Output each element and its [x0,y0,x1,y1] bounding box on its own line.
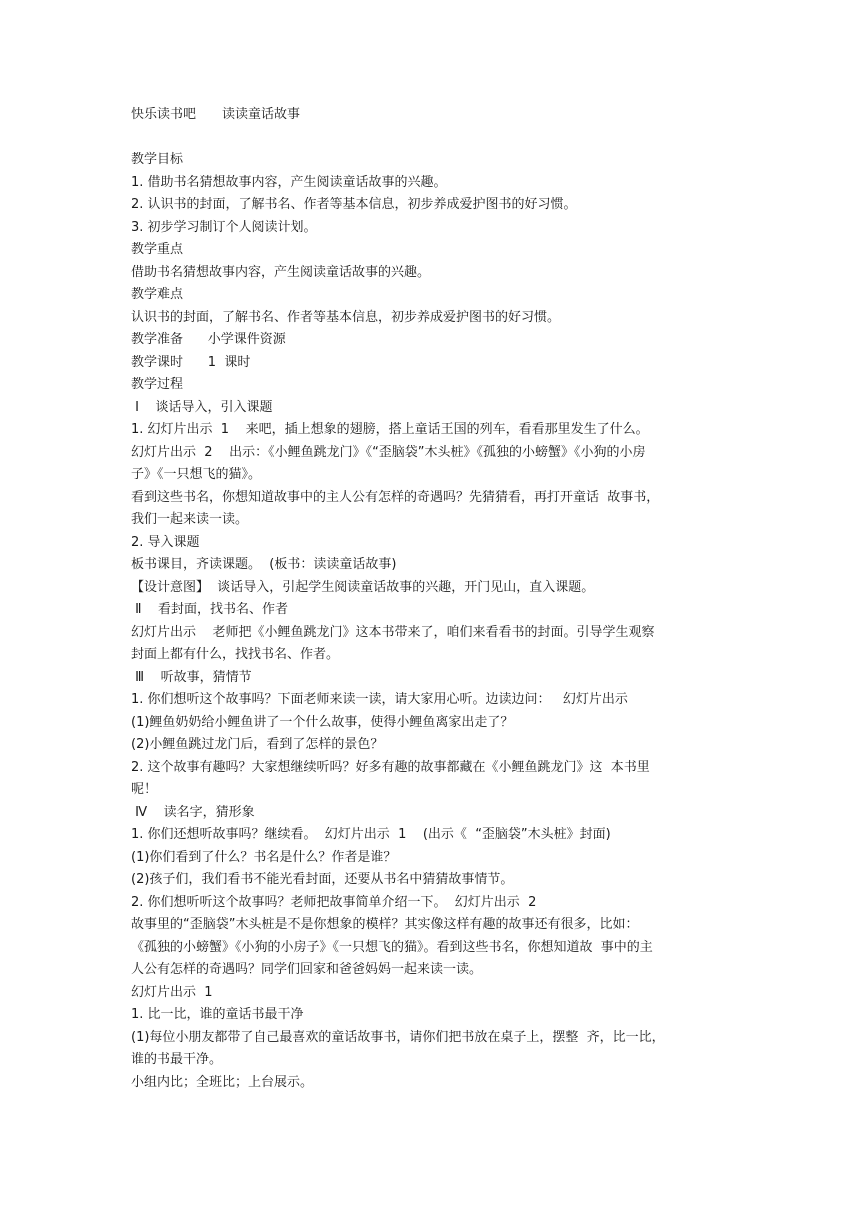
title-part1: 快乐读书吧 [131,107,197,122]
goal-item-2: 2. 认识书的封面，了解书名、作者等基本信息，初步养成爱护图书的好习惯。 [131,197,577,212]
step-heading-2: Ⅱ 看封面，找书名、作者 [131,602,289,617]
text-line: 2. 你们想听听这个故事吗？老师把故事简单介绍一下。 幻灯片出示 2 [131,894,537,910]
text-line: 板书课目，齐读课题。 (板书：读读童话故事) [131,557,397,572]
text-line: 封面上都有什么，找找书名、作者。 [131,647,340,662]
text-line: 看到这些书名，你想知道故事中的主人公有怎样的奇遇吗？先猜猜看，再打开童话 故事书， [131,489,660,505]
step-heading-1: Ⅰ 谈话导入，引入课题 [131,399,273,415]
text-line: 谁的书最干净。 [131,1052,223,1067]
difficulty-text: 认识书的封面，了解书名、作者等基本信息，初步养成爱护图书的好习惯。 [131,309,561,325]
text-line: 幻灯片出示 2 出示：《小鲤鱼跳龙门》《“歪脑袋”木头桩》《孤独的小螃蟹》《小狗的小房 [131,444,646,460]
step-heading-4: Ⅳ 读名字，猜形象 [131,804,255,820]
preparation-line: 教学准备 小学课件资源 [131,332,286,347]
document-body [131,104,731,1094]
text-line: 2. 导入课题 [131,534,200,550]
design-intent-line: 【设计意图】 谈话导入，引起学生阅读童话故事的兴趣，开门见山，直入课题。 [131,579,595,595]
text-line: 我们一起来读一读。 [131,512,249,527]
text-line: 1. 幻灯片出示 1 来吧，插上想象的翅膀，搭上童话王国的列车，看看那里发生了什么。 [131,422,649,437]
text-line: 子》《一只想飞的猫》。 [131,467,262,482]
text-line: (1)鲤鱼奶奶给小鲤鱼讲了一个什么故事，使得小鲤鱼离家出走了？ [131,714,514,730]
section-heading-process: 教学过程 [131,377,184,392]
blank-line [131,127,731,150]
text-line: 人公有怎样的奇遇吗？同学们回家和爸爸妈妈一起来读一读。 [131,962,483,977]
text-line: (2)孩子们，我们看书不能光看封面，还要从书名中猜猜故事情节。 [131,872,514,887]
text-line: 小组内比；全班比；上台展示。 [131,1074,314,1090]
document-title [131,104,731,127]
section-heading-key-points: 教学重点 [131,242,184,257]
text-line: (2)小鲤鱼跳过龙门后，看到了怎样的景色？ [131,737,384,752]
text-line: 故事里的“歪脑袋”木头桩是不是你想象的模样？其实像这样有趣的故事还有很多，比如： [131,917,639,932]
goal-item-1: 1. 借助书名猜想故事内容，产生阅读童话故事的兴趣。 [131,174,447,190]
section-heading-difficulties: 教学难点 [131,287,184,302]
text-line: (1)每位小朋友都带了自己最喜欢的童话故事书，请你们把书放在桌子上，摆整 齐，比一比， [131,1029,665,1045]
title-part2: 读读童话故事 [222,107,301,122]
lesson-hours-line: 教学课时 1 课时 [131,354,251,370]
text-line: 呢！ [131,782,158,797]
key-point-text: 借助书名猜想故事内容，产生阅读童话故事的兴趣。 [131,264,431,280]
text-line: 《孤独的小螃蟹》《小狗的小房子》《一只想飞的猫》。看到这些书名，你想知道故 事中的主 [131,939,653,955]
text-line: 1. 你们还想听故事吗？继续看。 幻灯片出示 1 (出示《 “歪脑袋”木头桩》封面) [131,827,611,842]
goal-item-3: 3. 初步学习制订个人阅读计划。 [131,219,317,235]
text-line: (1)你们看到了什么？书名是什么？作者是谁？ [131,849,397,865]
text-line: 1. 你们想听这个故事吗？下面老师来读一读，请大家用心听。边读边问： 幻灯片出示 [131,692,628,707]
text-line: 幻灯片出示 1 [131,984,213,1000]
step-heading-3: Ⅲ 听故事，猜情节 [131,669,252,685]
text-line: 幻灯片出示 老师把《小鲤鱼跳龙门》这本书带来了，咱们来看看书的封面。引导学生观察 [131,624,655,640]
section-heading-goals: 教学目标 [131,152,184,167]
text-line: 1. 比一比，谁的童话书最干净 [131,1007,304,1022]
text-line: 2. 这个故事有趣吗？大家想继续听吗？好多有趣的故事都藏在《小鲤鱼跳龙门》这 本书里 [131,759,650,775]
